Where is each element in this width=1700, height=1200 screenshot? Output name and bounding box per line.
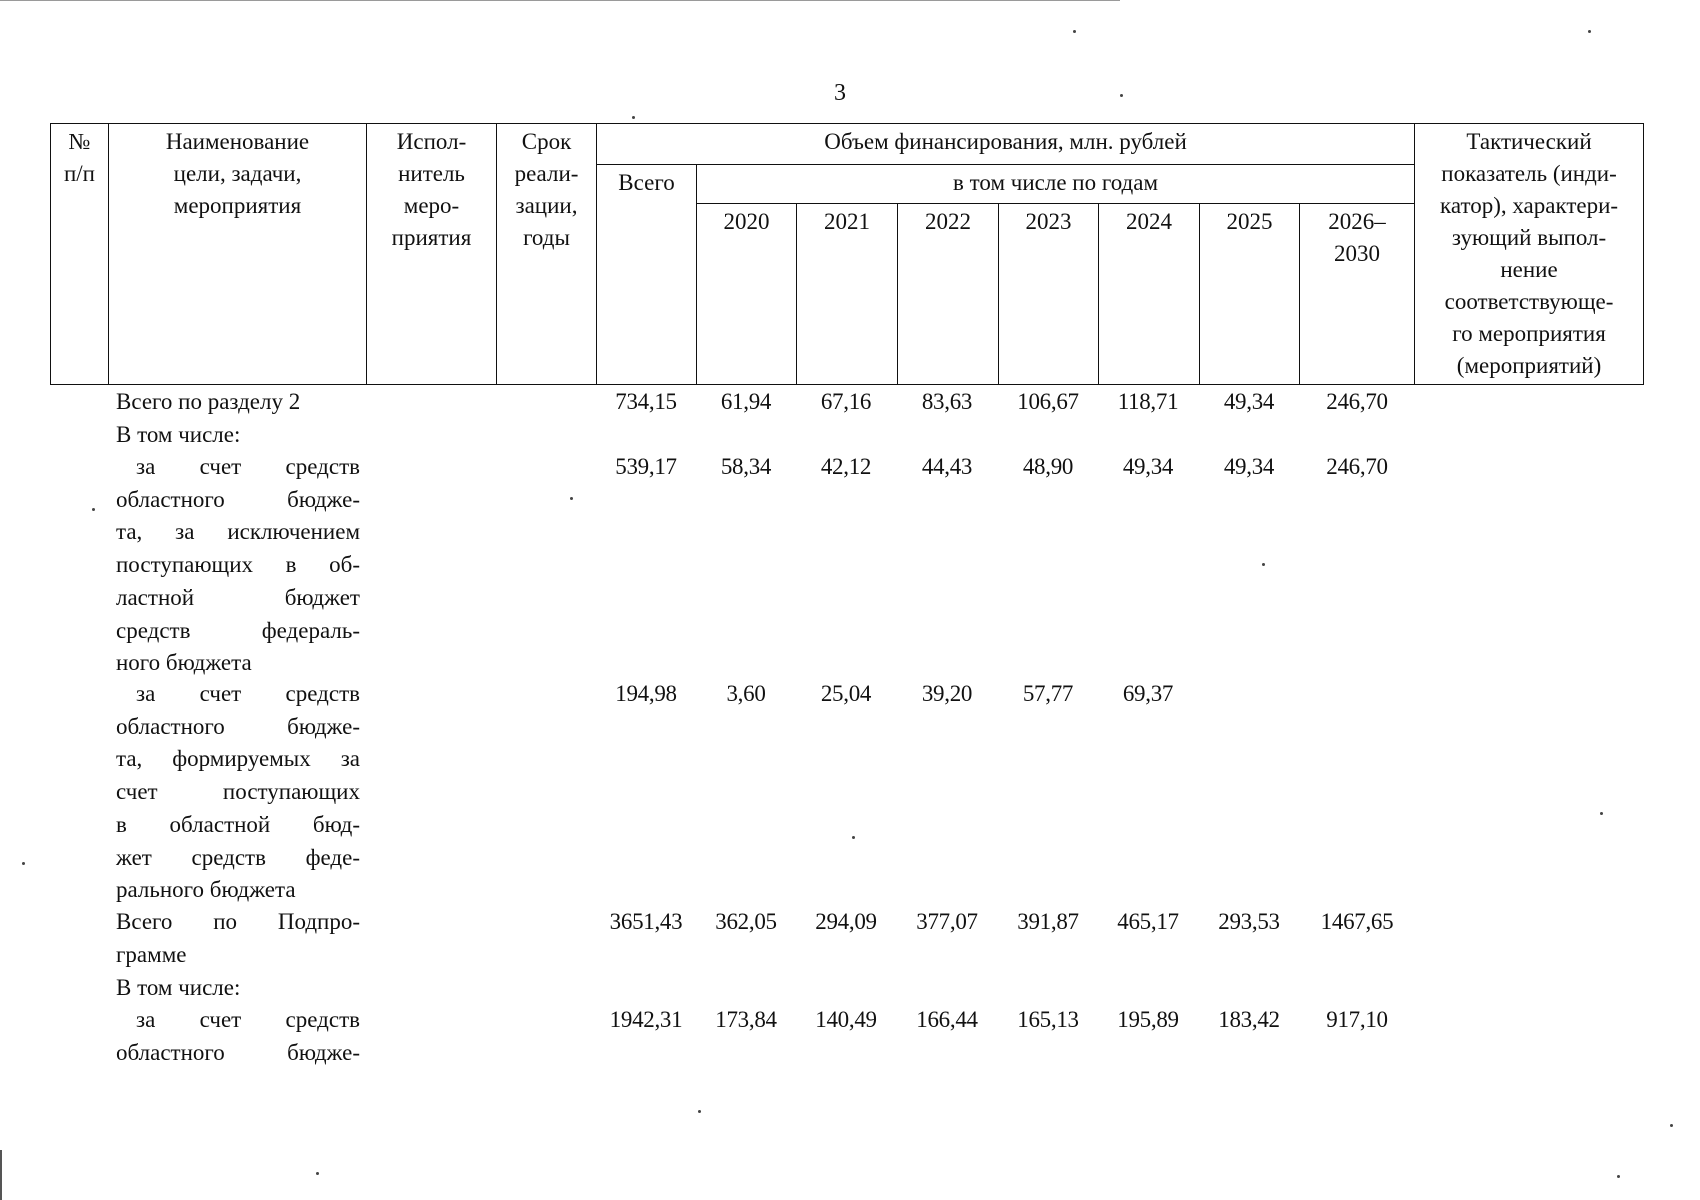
- row-label-regional-budget: [116, 451, 360, 680]
- label-line: областного бюдже-: [116, 713, 360, 739]
- value-cell: 362,05: [715, 909, 777, 934]
- value-cell: 140,49: [815, 1007, 877, 1032]
- label-line: ного бюджета: [116, 650, 252, 676]
- scan-speck: [1588, 30, 1591, 33]
- column-header-funding: Объем финансирования, млн. рублей: [597, 124, 1415, 165]
- label-line: та, за исключением: [116, 519, 360, 545]
- column-header-year-2025: 2025: [1200, 204, 1300, 385]
- column-header-year-2024: 2024: [1099, 204, 1200, 385]
- label-line: в областной бюд-: [116, 811, 360, 837]
- value-cell: 917,10: [1326, 1007, 1388, 1032]
- row-label-including: В том числе:: [116, 422, 241, 447]
- value-cell: 734,15: [615, 389, 677, 414]
- label-line: грамме: [116, 941, 187, 967]
- value-cell: 166,44: [916, 1007, 978, 1032]
- label-line: за счет средств: [136, 681, 360, 706]
- scan-speck: [92, 508, 95, 511]
- value-cell: 49,34: [1223, 389, 1275, 414]
- row-label-federal-funds: [116, 678, 360, 907]
- value-cell: 165,13: [1017, 1007, 1079, 1032]
- row-label-subprogram-total: [116, 906, 360, 971]
- table-header: [50, 123, 1644, 385]
- value-cell: 539,17: [615, 454, 677, 479]
- column-header-year-2020: 2020: [697, 204, 797, 385]
- column-header-term: Срок реали- зации, годы: [497, 124, 597, 385]
- scan-speck: [1617, 1175, 1620, 1178]
- value-cell: 49,34: [1223, 454, 1275, 479]
- column-header-year-2026-2030: 2026– 2030: [1300, 204, 1415, 385]
- value-cell: 1942,31: [609, 1007, 683, 1032]
- value-cell: 67,16: [820, 389, 872, 414]
- value-cell: 58,34: [720, 454, 772, 479]
- label-line: жет средств феде-: [116, 844, 360, 870]
- label-line: Всего по Подпро-: [116, 909, 360, 934]
- column-header-year-2023: 2023: [999, 204, 1099, 385]
- value-cell: 106,67: [1017, 389, 1079, 414]
- value-cell: 293,53: [1218, 909, 1280, 934]
- label-line: поступающих в об-: [116, 552, 360, 578]
- value-cell: 44,43: [921, 454, 973, 479]
- scan-speck: [852, 836, 855, 839]
- label-line: рального бюджета: [116, 877, 296, 903]
- column-header-total: Всего: [597, 165, 697, 385]
- column-header-indicator: Тактический показатель (инди- катор), характери- зующий выпол- нение соответствующе- го мероприятия (мероприятий): [1415, 124, 1644, 385]
- value-cell: 195,89: [1117, 1007, 1179, 1032]
- row-label-regional-budget-2: [116, 1004, 360, 1069]
- value-cell: 48,90: [1022, 454, 1074, 479]
- scan-speck: [698, 1110, 701, 1113]
- value-cell: 3651,43: [609, 909, 683, 934]
- label-line: за счет средств: [136, 454, 360, 479]
- column-header-by-years: в том числе по годам: [697, 165, 1415, 204]
- label-line: та, формируемых за: [116, 746, 360, 772]
- value-cell: 118,71: [1117, 389, 1179, 414]
- label-line: счет поступающих: [116, 779, 360, 805]
- value-cell: 49,34: [1122, 454, 1174, 479]
- top-rule: [0, 0, 1120, 1]
- scan-speck: [1600, 812, 1603, 815]
- value-cell: 173,84: [715, 1007, 777, 1032]
- label-line: областного бюдже-: [116, 486, 360, 512]
- value-cell: 69,37: [1122, 681, 1174, 706]
- column-header-year-2021: 2021: [797, 204, 898, 385]
- column-header-num: № п/п: [51, 124, 109, 385]
- scan-speck: [1262, 563, 1265, 566]
- value-cell: 391,87: [1017, 909, 1079, 934]
- value-cell: 194,98: [615, 681, 677, 706]
- value-cell: 377,07: [916, 909, 978, 934]
- scan-speck: [1073, 30, 1076, 33]
- scan-edge-mark: [0, 1150, 2, 1200]
- value-cell: 61,94: [720, 389, 772, 414]
- row-label-including-2: В том числе:: [116, 975, 241, 1000]
- value-cell: 246,70: [1326, 454, 1388, 479]
- scan-speck: [1670, 1124, 1673, 1127]
- scan-speck: [1120, 94, 1123, 97]
- value-cell: 25,04: [820, 681, 872, 706]
- column-header-year-2022: 2022: [898, 204, 999, 385]
- label-line: ластной бюджет: [116, 584, 360, 610]
- value-cell: 42,12: [820, 454, 872, 479]
- scan-speck: [632, 116, 635, 119]
- label-line: областного бюдже-: [116, 1039, 360, 1065]
- value-cell: 57,77: [1022, 681, 1074, 706]
- value-cell: 246,70: [1326, 389, 1388, 414]
- value-cell: 465,17: [1117, 909, 1179, 934]
- row-label-section-total: Всего по разделу 2: [116, 389, 301, 414]
- value-cell: 294,09: [815, 909, 877, 934]
- value-cell: 83,63: [921, 389, 973, 414]
- column-header-name: Наименование цели, задачи, мероприятия: [109, 124, 367, 385]
- value-cell: 183,42: [1218, 1007, 1280, 1032]
- scan-speck: [316, 1172, 319, 1175]
- label-line: за счет средств: [136, 1007, 360, 1032]
- value-cell: 3,60: [726, 681, 766, 706]
- value-cell: 1467,65: [1320, 909, 1394, 934]
- scan-speck: [22, 862, 25, 865]
- scan-speck: [570, 497, 573, 500]
- label-line: средств федераль-: [116, 617, 360, 643]
- page-number: 3: [834, 80, 846, 106]
- value-cell: 39,20: [921, 681, 973, 706]
- column-header-executor: Испол- нитель меро- приятия: [367, 124, 497, 385]
